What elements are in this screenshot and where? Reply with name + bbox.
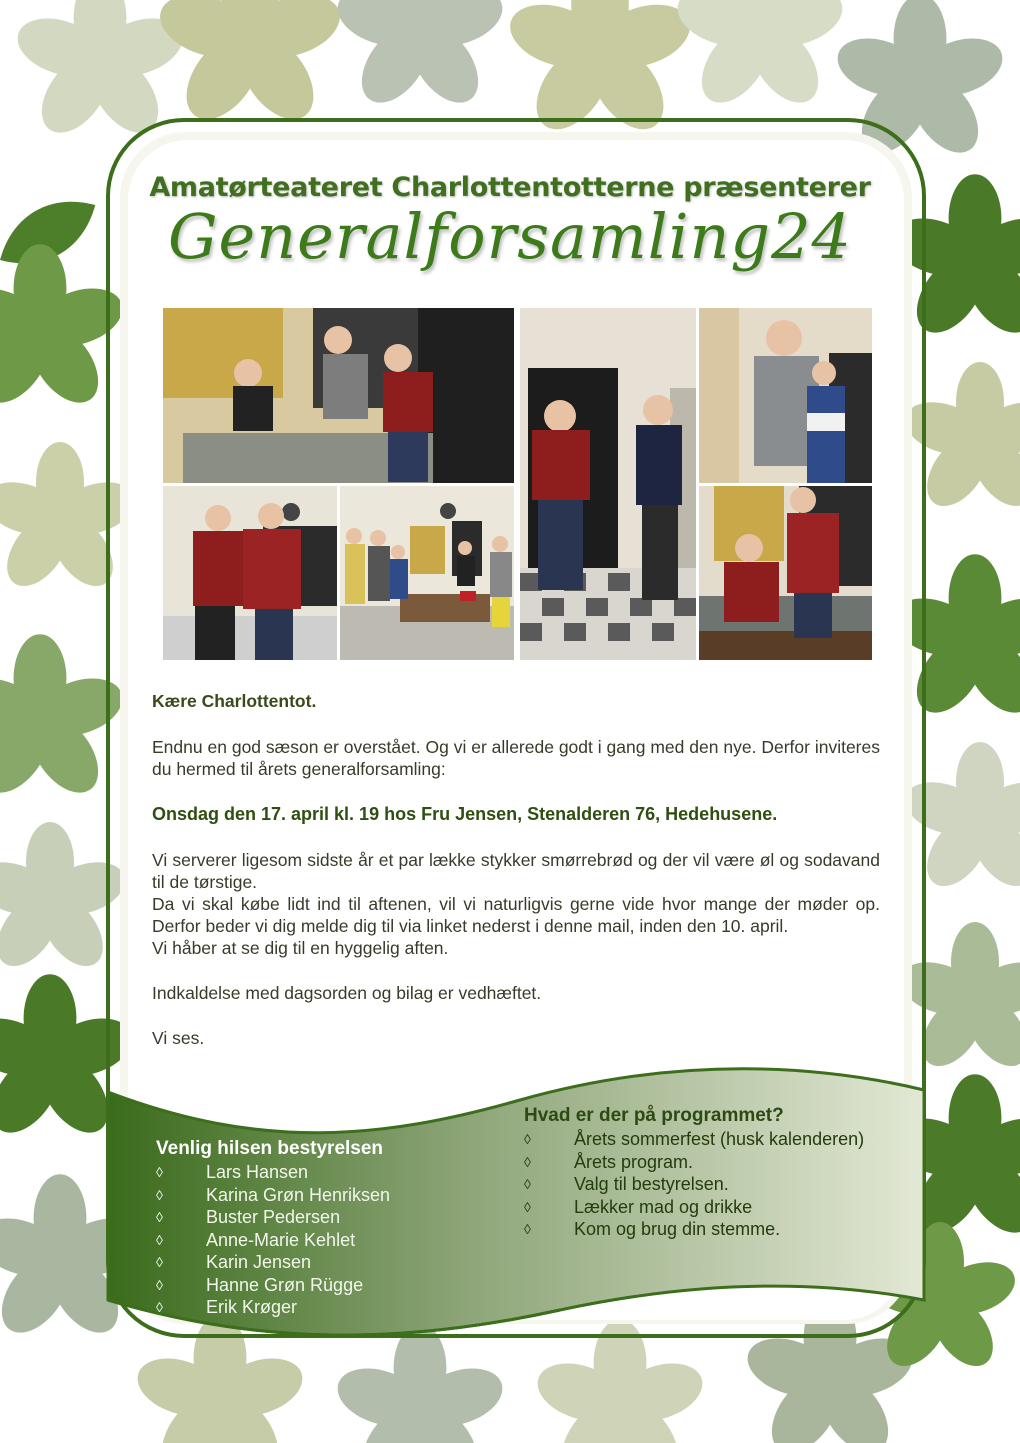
list-item: ◊ Buster Pedersen — [156, 1207, 341, 1227]
diamond-bullet-icon: ◊ — [156, 1209, 163, 1225]
list-item: ◊ Karin Jensen — [156, 1252, 312, 1272]
list-item: ◊ Erik Krøger — [156, 1297, 298, 1317]
photo-group-rehearsal — [340, 486, 514, 660]
list-item: ◊ Karina Grøn Henriksen — [156, 1184, 391, 1205]
diamond-bullet-icon: ◊ — [156, 1164, 163, 1180]
letter-signup: Da vi skal købe lidt ind til aftenen, vil vi naturligvis gerne vide hvor mange der møder op. Derfor beder vi dig melde dig til via linket nederst i denne mail, inden den 10. april. — [152, 894, 880, 936]
program-list — [524, 1128, 864, 1241]
letter-greeting: Kære Charlottentot. — [152, 691, 317, 711]
letter-body — [152, 690, 880, 1049]
diamond-bullet-icon: ◊ — [524, 1153, 531, 1170]
list-item: ◊ Lars Hansen — [156, 1162, 309, 1182]
diamond-bullet-icon: ◊ — [156, 1299, 163, 1315]
board-members-list — [156, 1161, 390, 1319]
board-heading: Venlig hilsen bestyrelsen — [156, 1138, 384, 1159]
program-heading: Hvad er der på programmet? — [524, 1105, 784, 1126]
photo-man-woman — [699, 308, 872, 483]
diamond-bullet-icon: ◊ — [156, 1186, 163, 1203]
diamond-bullet-icon: ◊ — [156, 1231, 163, 1248]
event-title: Generalforsamling24 — [168, 200, 852, 273]
photo-couch-scene — [163, 308, 514, 483]
diamond-bullet-icon: ◊ — [524, 1131, 531, 1147]
list-item: ◊ Valg til bestyrelsen. — [524, 1174, 729, 1194]
letter-closing: Vi ses. — [152, 1028, 205, 1048]
event-subtitle: Amatørteateret Charlottentotterne præsenterer — [149, 172, 871, 203]
letter-hope: Vi håber at se dig til en hyggelig aften. — [152, 938, 449, 958]
diamond-bullet-icon: ◊ — [524, 1221, 531, 1237]
photo-hug-scene — [163, 486, 337, 660]
list-item: ◊ Lækker mad og drikke — [524, 1196, 753, 1217]
list-item: ◊ Hanne Grøn Rügge — [156, 1274, 364, 1295]
diamond-bullet-icon: ◊ — [156, 1276, 163, 1293]
diamond-bullet-icon: ◊ — [524, 1198, 531, 1215]
photo-handshake-couch — [699, 486, 872, 660]
list-item: ◊ Årets program. — [524, 1151, 694, 1172]
list-item: ◊ Årets sommerfest (husk kalenderen) — [524, 1129, 865, 1149]
diamond-bullet-icon: ◊ — [156, 1254, 163, 1270]
photo-two-men-door — [520, 308, 696, 660]
letter-attachment: Indkaldelse med dagsorden og bilag er vedhæftet. — [152, 983, 542, 1003]
letter-food: Vi serverer ligesom sidste år et par lække stykker smørrebrød og der vil være øl og sodavand til de tørstige. — [152, 850, 880, 892]
letter-intro: Endnu en god sæson er overstået. Og vi er allerede godt i gang med den nye. Derfor inviteres du hermed til årets generalforsamling: — [152, 737, 880, 779]
list-item: ◊ Kom og brug din stemme. — [524, 1219, 781, 1239]
event-details: Onsdag den 17. april kl. 19 hos Fru Jensen, Stenalderen 76, Hedehusene. — [152, 804, 778, 824]
diamond-bullet-icon: ◊ — [524, 1176, 531, 1192]
list-item: ◊ Anne-Marie Kehlet — [156, 1229, 356, 1250]
